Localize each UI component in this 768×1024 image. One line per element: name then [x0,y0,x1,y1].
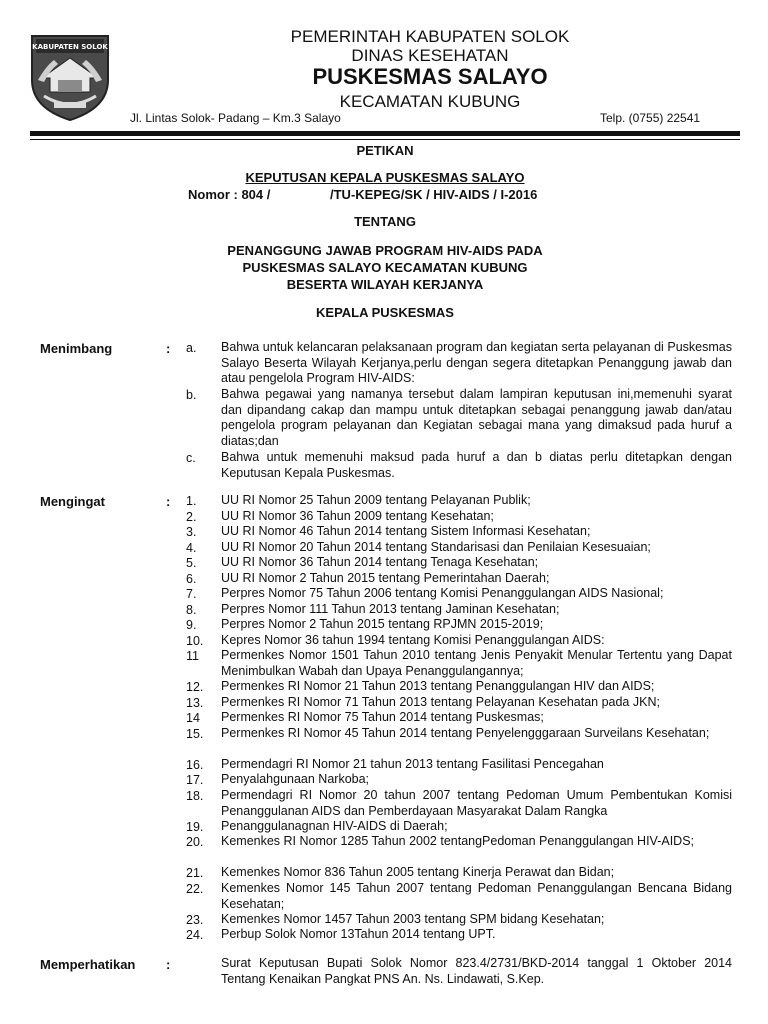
mengingat-marker: 18. [186,789,204,803]
menimbang-label: Menimbang [40,341,113,356]
mengingat-marker: 24. [186,928,204,942]
mengingat-marker: 4. [186,541,197,555]
menimbang-item: Bahwa pegawai yang namanya tersebut dalam lampiran keputusan ini,memenuhi syarat dan dipandang cakap dan mampu untuk ditetapkan sebagai penanggung jawab dan/atau pengelola program pelayanan dan Kegiatan sebagai mana yang dimaksud pada huruf a diatas;dan [221,387,732,448]
mengingat-item: Kemenkes Nomor 145 Tahun 2007 tentang Pedoman Penanggulangan Bencana Bidang Kesehatan; [221,881,732,911]
mengingat-item: Kemenkes Nomor 836 Tahun 2005 tentang Kinerja Perawat dan Bidan; [221,865,615,879]
mengingat-marker: 1. [186,494,197,508]
mengingat-item: Perbup Solok Nomor 13Tahun 2014 tentang UPT. [221,927,496,941]
gov-name: PEMERINTAH KABUPATEN SOLOK [290,27,570,46]
mengingat-marker: 7. [186,587,197,601]
mengingat-marker: 13. [186,696,204,710]
mengingat-marker: 16. [186,758,204,772]
mengingat-item: UU RI Nomor 36 Tahun 2009 tentang Kesehatan; [221,509,494,523]
mengingat-item: UU RI Nomor 20 Tahun 2014 tentang Standarisasi dan Penilaian Kesesuaian; [221,540,651,554]
menimbang-item: Bahwa untuk memenuhi maksud pada huruf a dan b diatas perlu ditetapkan dengan Keputusan Kepala Puskesmas. [221,450,732,480]
mengingat-marker: 11 [186,649,199,663]
menimbang-item: Bahwa untuk kelancaran pelaksanaan program dan kegiatan serta pelayanan di Puskesmas Salayo Beserta Wilayah Kerjanya,perlu dengan segera ditetapkan Penanggung jawab dan atau pengelola Program HIV-AIDS: [221,340,732,386]
decree-number-prefix: Nomor : 804 / [188,187,271,202]
mengingat-marker: 15. [186,727,204,741]
tentang-heading: TENTANG [354,214,416,229]
department-name: DINAS KESEHATAN [351,46,509,65]
mengingat-marker: 17. [186,773,204,787]
mengingat-item: Kemenkes RI Nomor 1285 Tahun 2002 tentangPedoman Penanggulangan HIV-AIDS; [221,834,695,848]
mengingat-item: Kepres Nomor 36 tahun 1994 tentang Komisi Penanggulangan AIDS: [221,633,605,647]
mengingat-marker: 23. [186,913,204,927]
mengingat-marker: 14 [186,711,200,725]
mengingat-marker: 21. [186,866,204,880]
mengingat-item: Perpres Nomor 75 Tahun 2006 tentang Komisi Penanggulangan AIDS Nasional; [221,586,664,600]
memperhatikan-colon: : [166,957,171,972]
mengingat-item: Permendagri RI Nomor 20 tahun 2007 tentang Pedoman Umum Pembentukan Komisi Penanggulanan AIDS dan Pemberdayaan Masyarakat Dalam Rangka [221,788,732,818]
subject-line-1: PENANGGUNG JAWAB PROGRAM HIV-AIDS PADA [227,243,543,258]
mengingat-label: Mengingat [40,494,105,509]
menimbang-marker: b. [186,388,197,402]
menimbang-marker: a. [186,341,197,355]
mengingat-marker: 20. [186,835,204,849]
crest-label: KABUPATEN SOLOK [32,43,108,51]
mengingat-marker: 8. [186,603,197,617]
decree-title: KEPUTUSAN KEPALA PUSKESMAS SALAYO [245,170,525,185]
mengingat-marker: 6. [186,572,197,586]
subject-line-2: PUSKESMAS SALAYO KECAMATAN KUBUNG [242,260,528,275]
mengingat-marker: 2. [186,510,197,524]
mengingat-item: Kemenkes Nomor 1457 Tahun 2003 tentang SPM bidang Kesehatan; [221,912,605,926]
petikan-heading: PETIKAN [356,143,414,158]
mengingat-item: Permenkes Nomor 1501 Tahun 2010 tentang Jenis Penyakit Menular Tertentu yang Dapat Menimbulkan Wabah dan Upaya Penanggulangannya; [221,648,732,678]
mengingat-colon: : [166,494,171,509]
mengingat-item: Permenkes RI Nomor 21 Tahun 2013 tentang Penanggulangan HIV dan AIDS; [221,679,655,693]
mengingat-item: Permenkes RI Nomor 75 Tahun 2014 tentang Puskesmas; [221,710,544,724]
kabupaten-solok-crest-icon [28,30,112,122]
header-rule-thin [30,139,740,140]
memperhatikan-label: Memperhatikan [40,957,136,972]
memperhatikan-text: Surat Keputusan Bupati Solok Nomor 823.4/2731/BKD-2014 tanggal 1 Oktober 2014 Tentang Kenaikan Pangkat PNS An. Ns. Lindawati, S.Kep. [221,956,732,986]
mengingat-marker: 3. [186,525,197,539]
mengingat-item: UU RI Nomor 25 Tahun 2009 tentang Pelayanan Publik; [221,493,531,507]
mengingat-marker: 10. [186,634,204,648]
subject-line-3: BESERTA WILAYAH KERJANYA [286,277,484,292]
mengingat-item: Permenkes RI Nomor 71 Tahun 2013 tentang Pelayanan Kesehatan pada JKN; [221,695,660,709]
puskesmas-name: PUSKESMAS SALAYO [312,64,548,89]
mengingat-marker: 22. [186,882,204,896]
header-rule-thick [30,131,740,136]
menimbang-colon: : [166,341,171,356]
mengingat-marker: 5. [186,556,197,570]
mengingat-item: Penyalahgunaan Narkoba; [221,772,370,786]
mengingat-item: UU RI Nomor 46 Tahun 2014 tentang Sistem Informasi Kesehatan; [221,524,591,538]
mengingat-marker: 9. [186,618,197,632]
district-name: KECAMATAN KUBUNG [339,92,521,111]
address: Jl. Lintas Solok- Padang – Km.3 Salayo [130,111,341,125]
mengingat-item: Perpres Nomor 111 Tahun 2013 tentang Jaminan Kesehatan; [221,602,560,616]
mengingat-item: UU RI Nomor 36 Tahun 2014 tentang Tenaga Kesehatan; [221,555,539,569]
decree-number-suffix: /TU-KEPEG/SK / HIV-AIDS / I-2016 [330,187,538,202]
phone: Telp. (0755) 22541 [600,111,701,125]
mengingat-item: Perpres Nomor 2 Tahun 2015 tentang RPJMN 2015-2019; [221,617,544,631]
mengingat-marker: 19. [186,820,204,834]
mengingat-marker: 12. [186,680,204,694]
mengingat-item: UU RI Nomor 2 Tahun 2015 tentang Pemerintahan Daerah; [221,571,550,585]
mengingat-item: Permenkes RI Nomor 45 Tahun 2014 tentang Penyelengggaraan Surveilans Kesehatan; [221,726,710,740]
menimbang-marker: c. [186,451,196,465]
mengingat-item: Penanggulanagnan HIV-AIDS di Daerah; [221,819,448,833]
head-title: KEPALA PUSKESMAS [316,305,454,320]
mengingat-item: Permendagri RI Nomor 21 tahun 2013 tentang Fasilitasi Pencegahan [221,757,604,771]
